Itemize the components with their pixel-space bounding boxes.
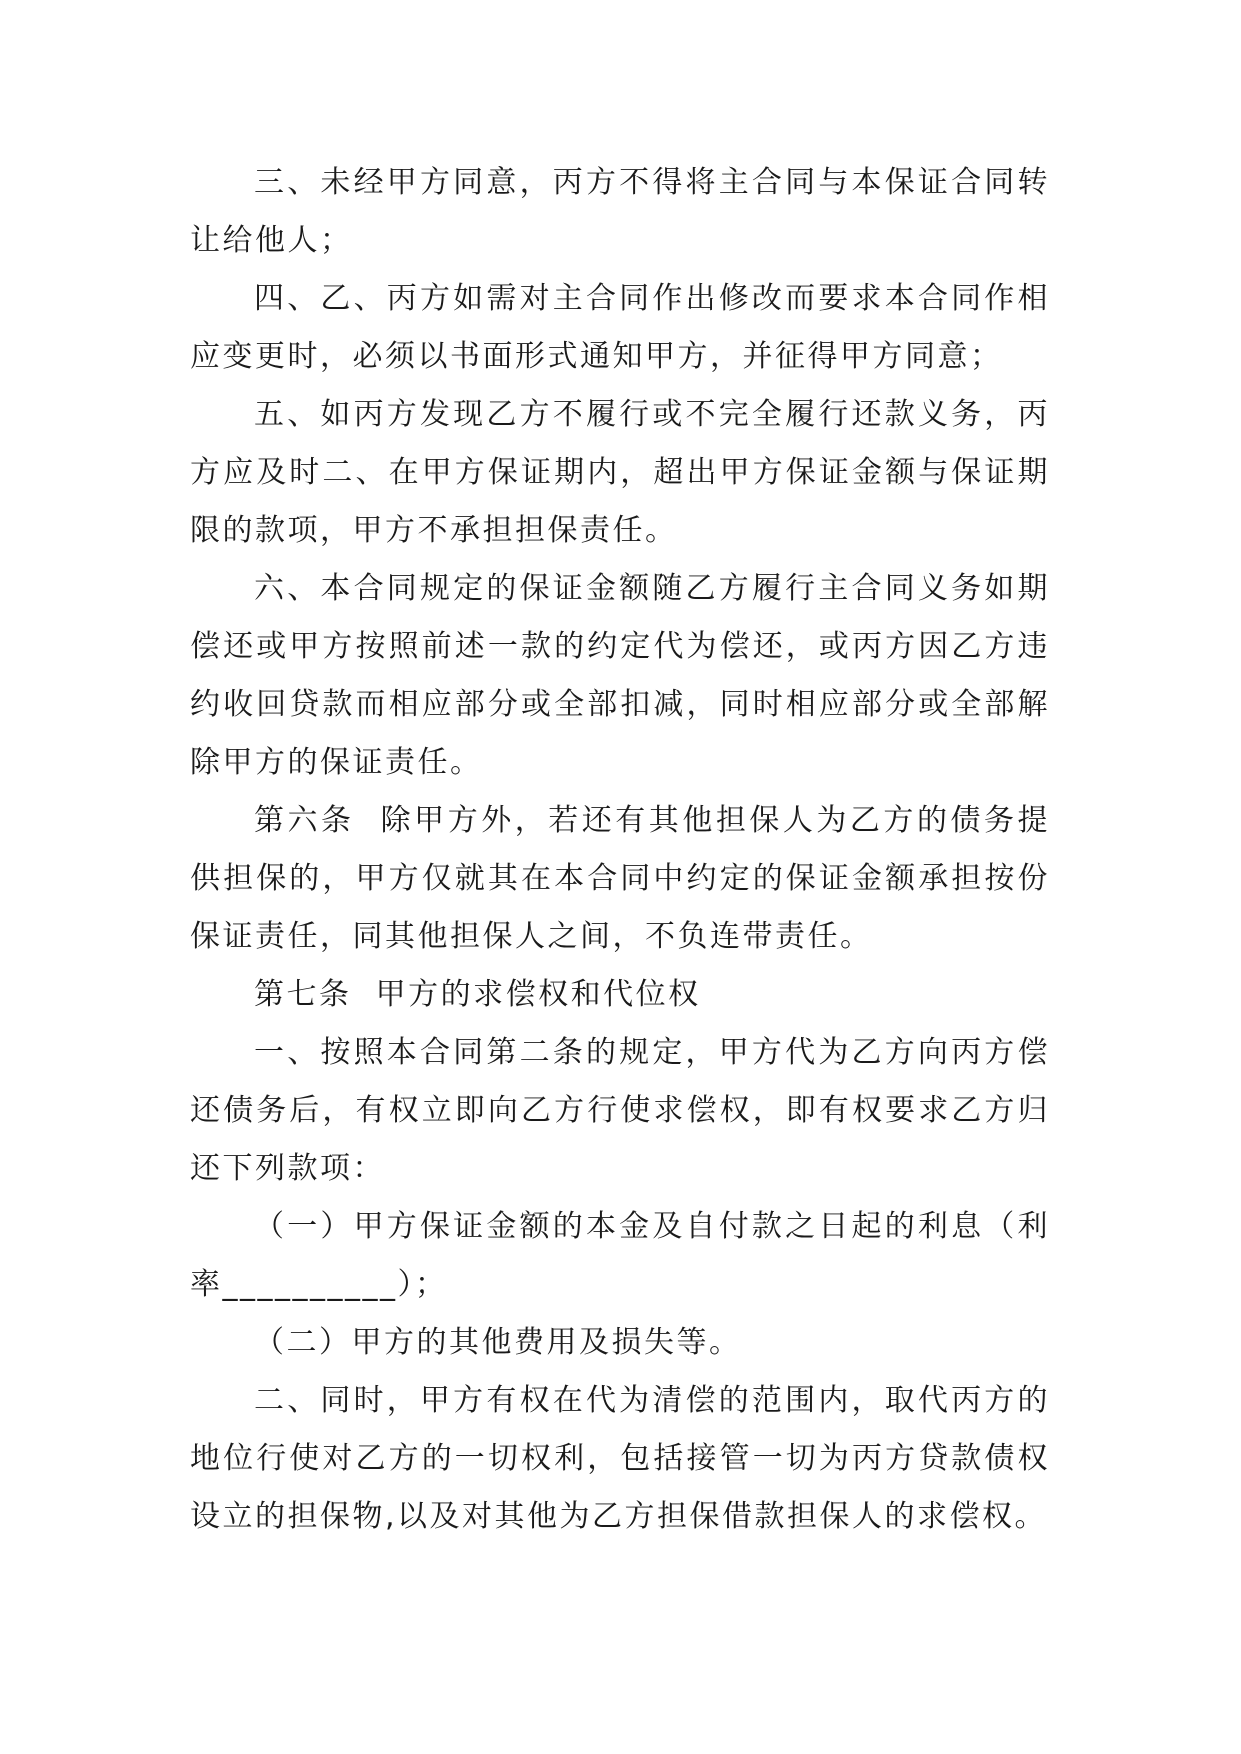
paragraph-clause-5-notice: 五、如丙方发现乙方不履行或不完全履行还款义务，丙方应及时二、在甲方保证期内，超出甲方保证金额与保证期限的款项，甲方不承担担保责任。 [190,397,1050,548]
paragraph-subitem-2-expenses: （二）甲方的其他费用及损失等。 [254,1325,742,1360]
paragraph-clause-6-reduction: 六、本合同规定的保证金额随乙方履行主合同义务如期偿还或甲方按照前述一款的约定代为偿还，或丙方因乙方违约收回贷款而相应部分或全部扣减，同时相应部分或全部解除甲方的保证责任。 [190,571,1050,780]
paragraph-article-7-item-1: 一、按照本合同第二条的规定，甲方代为乙方向丙方偿还债务后，有权立即向乙方行使求偿权，即有权要求乙方归还下列款项： [190,1035,1050,1186]
paragraph-article-7-heading: 第七条 甲方的求偿权和代位权 [254,977,701,1012]
contract-body [190,154,1050,1546]
paragraph-article-6: 第六条 除甲方外，若还有其他担保人为乙方的债务提供担保的，甲方仅就其在本合同中约定的保证金额承担按份保证责任，同其他担保人之间，不负连带责任。 [190,803,1050,954]
paragraph-article-7-item-2: 二、同时，甲方有权在代为清偿的范围内，取代丙方的地位行使对乙方的一切权利，包括接管一切为丙方贷款债权设立的担保物,以及对其他为乙方担保借款担保人的求偿权。 [190,1383,1050,1534]
paragraph-subitem-1-interest: （一）甲方保证金额的本金及自付款之日起的利息（利率__________）； [190,1209,1050,1302]
paragraph-clause-4-modification: 四、乙、丙方如需对主合同作出修改而要求本合同作相应变更时，必须以书面形式通知甲方，并征得甲方同意； [190,281,1050,374]
paragraph-clause-3-transfer: 三、未经甲方同意，丙方不得将主合同与本保证合同转让给他人； [190,165,1050,258]
